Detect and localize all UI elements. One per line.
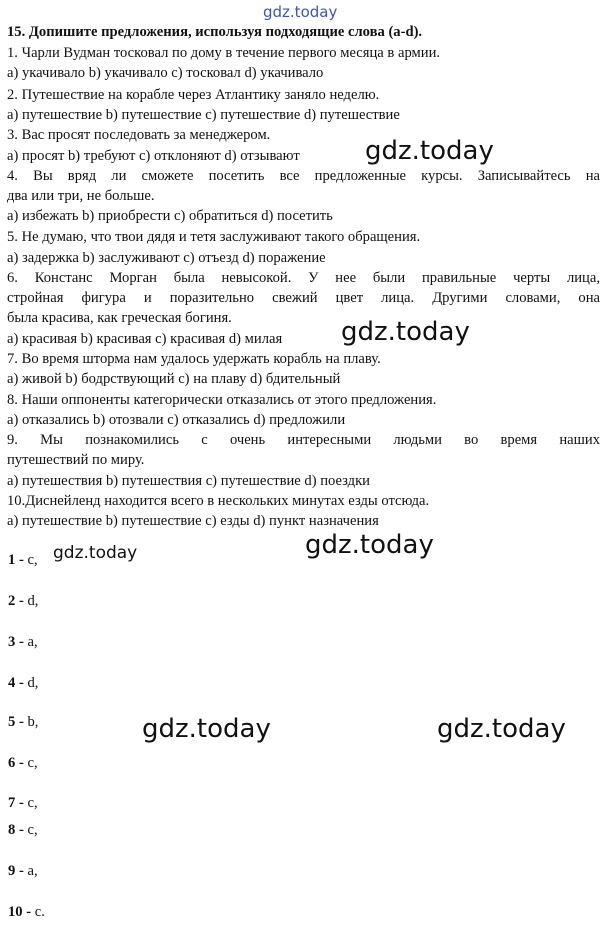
answer-10 xyxy=(8,904,45,921)
options-7: a) живой b) бодрствующий c) на плаву d) бдительный xyxy=(7,371,341,387)
watermark-1: gdz.today xyxy=(365,136,494,166)
answer-value: c, xyxy=(27,795,38,811)
answer-value: d, xyxy=(27,675,39,691)
answer-number: 2 - xyxy=(8,593,24,609)
sentence-2: 2. Путешествие на корабле через Атлантику заняло неделю. xyxy=(7,87,380,103)
watermark-top: gdz.today xyxy=(263,3,338,21)
answer-3 xyxy=(8,634,38,651)
answer-number: 8 - xyxy=(8,822,24,838)
sentence-8: 8. Наши оппоненты категорически отказались от этого предложения. xyxy=(7,392,437,408)
sentence-4-part-2: два или три, не больше. xyxy=(7,188,155,204)
answer-number: 6 - xyxy=(8,755,24,771)
exercise-title: 15. Допишите предложения, используя подходящие слова (a-d). xyxy=(7,24,423,40)
sentence-5: 5. Не думаю, что твои дядя и тетя заслуживают такого обращения. xyxy=(7,229,421,245)
answer-4 xyxy=(8,675,38,692)
answer-1 xyxy=(8,552,38,569)
answer-8 xyxy=(8,822,38,839)
answer-value: a, xyxy=(27,863,38,879)
sentence-6-part-2: стройная фигура и поразительно свежий цвет лица. Другими словами, она xyxy=(7,290,600,306)
sentence-6-part-1: 6. Констанс Морган была невысокой. У нее были правильные черты лица, xyxy=(7,270,600,286)
options-4: a) избежать b) приобрести c) обратиться d) посетить xyxy=(7,208,333,224)
watermark-4: gdz.today xyxy=(305,530,434,560)
sentence-9-part-1: 9. Мы познакомились с очень интересными людьми во время наших xyxy=(7,432,600,448)
options-1: a) укачивало b) укачивало c) тосковал d) укачивало xyxy=(7,65,324,81)
sentence-3: 3. Вас просят последовать за менеджером. xyxy=(7,127,271,143)
options-5: a) задержка b) заслуживают c) отъезд d) поражение xyxy=(7,250,326,266)
sentence-7: 7. Во время шторма нам удалось удержать корабль на плаву. xyxy=(7,351,381,367)
options-2: a) путешествие b) путешествие c) путешествие d) путешествие xyxy=(7,107,400,123)
watermark-3: gdz.today xyxy=(53,543,138,563)
answer-number: 4 - xyxy=(8,675,24,691)
answer-value: b, xyxy=(27,714,39,730)
options-9: a) путешествия b) путешествия c) путешествие d) поездки xyxy=(7,473,370,489)
answer-value: c. xyxy=(34,904,45,920)
answer-9 xyxy=(8,863,38,880)
sentence-1: 1. Чарли Вудман тосковал по дому в течение первого месяца в армии. xyxy=(7,45,441,61)
answer-5 xyxy=(8,714,38,731)
answer-number: 9 - xyxy=(8,863,24,879)
options-8: a) отказались b) отозвали c) отказались d) предложили xyxy=(7,412,346,428)
sentence-4-part-1: 4. Вы вряд ли сможете посетить все предложенные курсы. Записывайтесь на xyxy=(7,168,600,184)
answer-number: 5 - xyxy=(8,714,24,730)
sentence-9-part-2: путешествий по миру. xyxy=(7,452,145,468)
answer-6 xyxy=(8,755,38,772)
answer-number: 1 - xyxy=(8,552,24,568)
options-6: a) красивая b) красивая c) красивая d) милая xyxy=(7,331,283,347)
answer-value: c, xyxy=(27,755,38,771)
sentence-10: 10.Диснейленд находится всего в нескольких минутах езды отсюда. xyxy=(7,493,430,509)
answer-value: c, xyxy=(27,552,38,568)
watermark-2: gdz.today xyxy=(341,317,470,347)
answer-2 xyxy=(8,593,38,610)
watermark-5: gdz.today xyxy=(142,714,271,744)
options-3: a) просят b) требуют c) отклоняют d) отзывают xyxy=(7,148,300,164)
sentence-6-part-3: была красива, как греческая богиня. xyxy=(7,310,232,326)
answer-value: c, xyxy=(27,822,38,838)
options-10: a) путешествие b) путешествие c) езды d) пункт назначения xyxy=(7,513,379,529)
answer-value: d, xyxy=(27,593,39,609)
watermark-6: gdz.today xyxy=(437,714,566,744)
answer-number: 7 - xyxy=(8,795,24,811)
answer-7 xyxy=(8,795,38,812)
answer-number: 10 - xyxy=(8,904,32,920)
answer-value: a, xyxy=(27,634,38,650)
answer-number: 3 - xyxy=(8,634,24,650)
